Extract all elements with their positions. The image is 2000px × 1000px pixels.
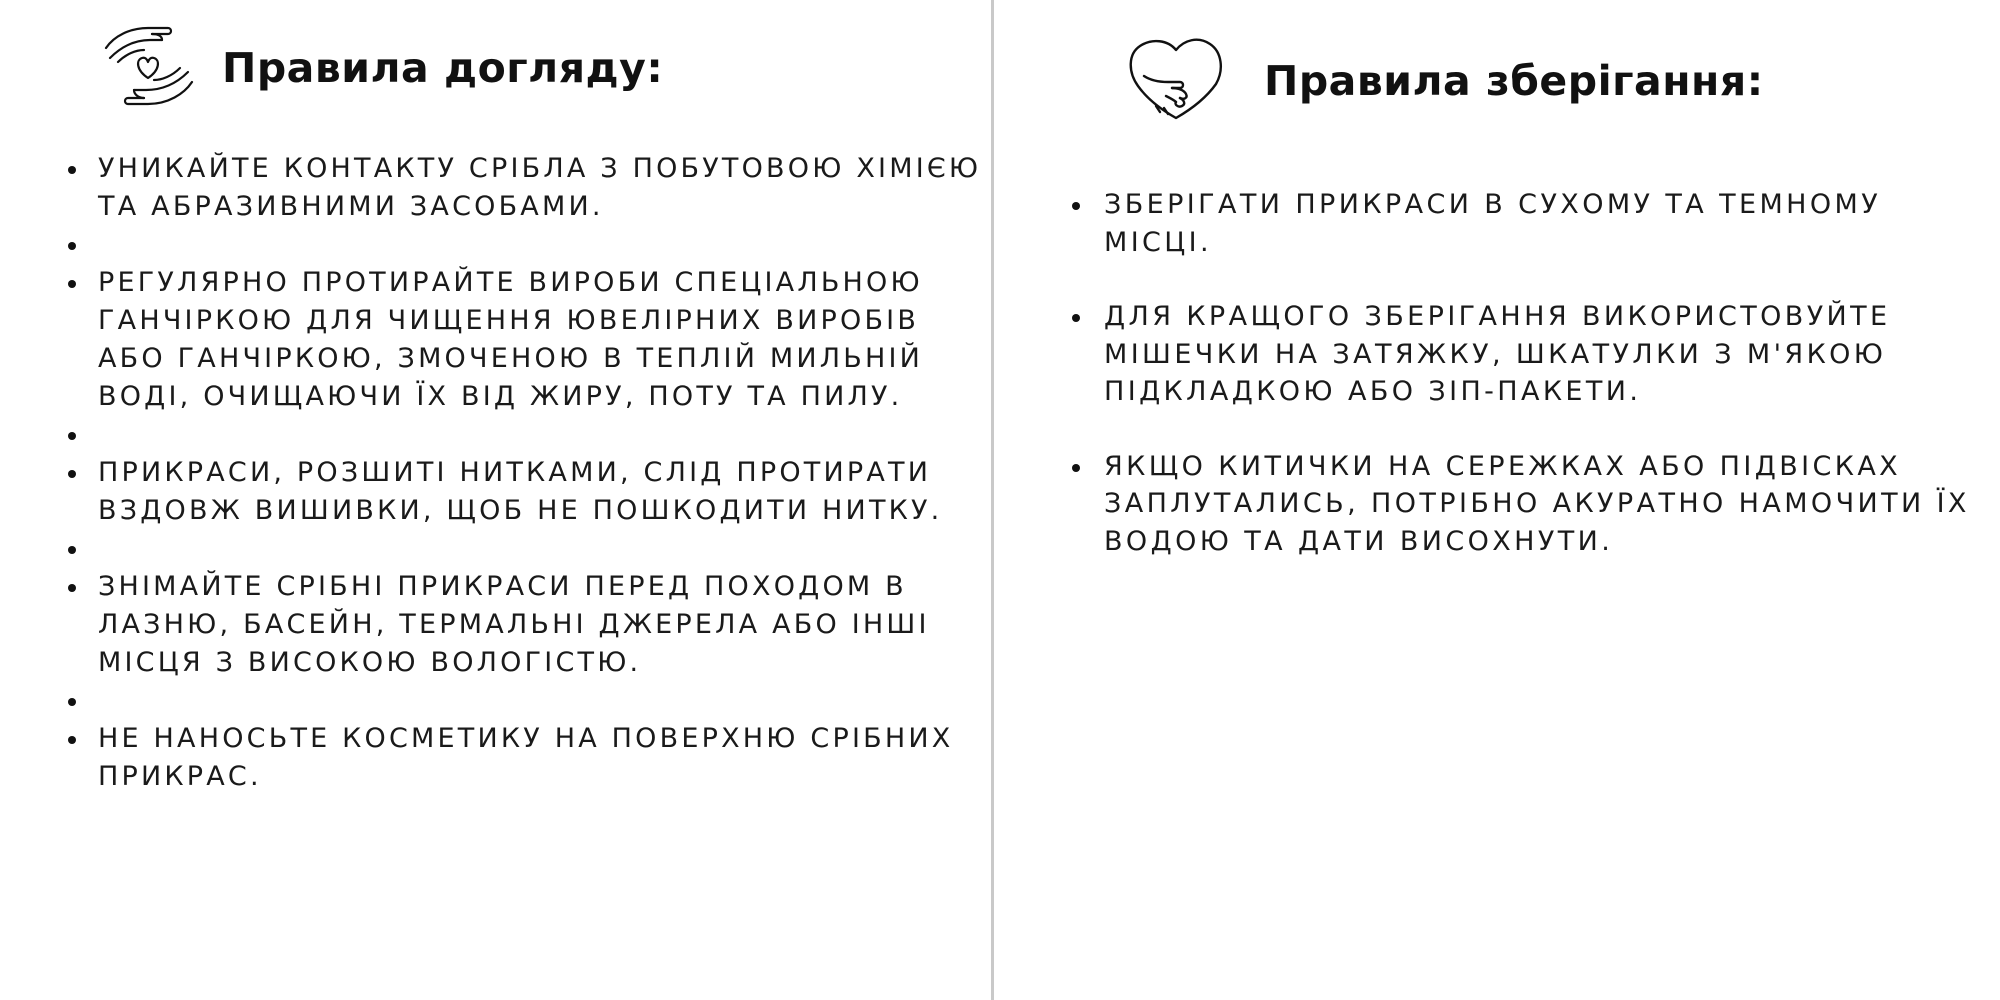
list-item [62,530,982,568]
list-item: РЕГУЛЯРНО ПРОТИРАЙТЕ ВИРОБИ СПЕЦІАЛЬНОЮ ГАНЧІРКОЮ ДЛЯ ЧИЩЕННЯ ЮВЕЛІРНИХ ВИРОБІВ АБО ГАНЧІРКОЮ, ЗМОЧЕНОЮ В ТЕПЛІЙ МИЛЬНІЙ ВОДІ, ОЧИЩАЮЧИ ЇХ ВІД ЖИРУ, ПОТУ ТА ПИЛУ. [62,264,982,416]
list-item: ЯКЩО КИТИЧКИ НА СЕРЕЖКАХ АБО ПІДВІСКАХ ЗАПЛУТАЛИСЬ, ПОТРІБНО АКУРАТНО НАМОЧИТИ ЇХ ВОДОЮ ТА ДАТИ ВИСОХНУТИ. [1064,448,1994,561]
heart-hug-icon [1126,36,1226,126]
list-item: ДЛЯ КРАЩОГО ЗБЕРІГАННЯ ВИКОРИСТОВУЙТЕ МІШЕЧКИ НА ЗАТЯЖКУ, ШКАТУЛКИ З М'ЯКОЮ ПІДКЛАДКОЮ АБО ЗІП-ПАКЕТИ. [1064,298,1994,411]
care-rules-title: Правила догляду: [222,44,664,92]
storage-rules-title: Правила зберігання: [1264,57,1764,105]
column-divider [991,0,994,1000]
care-rules-list [62,150,982,796]
list-item: ЗБЕРІГАТИ ПРИКРАСИ В СУХОМУ ТА ТЕМНОМУ МІСЦІ. [1064,186,1994,261]
list-item [62,226,982,264]
list-item [62,682,982,720]
hands-heart-icon [100,22,196,114]
storage-rules-header [1126,36,1764,126]
list-item: ЗНІМАЙТЕ СРІБНІ ПРИКРАСИ ПЕРЕД ПОХОДОМ В ЛАЗНЮ, БАСЕЙН, ТЕРМАЛЬНІ ДЖЕРЕЛА АБО ІНШІ МІСЦЯ З ВИСОКОЮ ВОЛОГІСТЮ. [62,568,982,682]
storage-rules-list [1064,186,1994,560]
list-item: УНИКАЙТЕ КОНТАКТУ СРІБЛА З ПОБУТОВОЮ ХІМІЄЮ ТА АБРАЗИВНИМИ ЗАСОБАМИ. [62,150,982,226]
care-rules-header [100,22,663,114]
list-item [62,416,982,454]
list-item: ПРИКРАСИ, РОЗШИТІ НИТКАМИ, СЛІД ПРОТИРАТИ ВЗДОВЖ ВИШИВКИ, ЩОБ НЕ ПОШКОДИТИ НИТКУ. [62,454,982,530]
list-item: НЕ НАНОСЬТЕ КОСМЕТИКУ НА ПОВЕРХНЮ СРІБНИХ ПРИКРАС. [62,720,982,796]
